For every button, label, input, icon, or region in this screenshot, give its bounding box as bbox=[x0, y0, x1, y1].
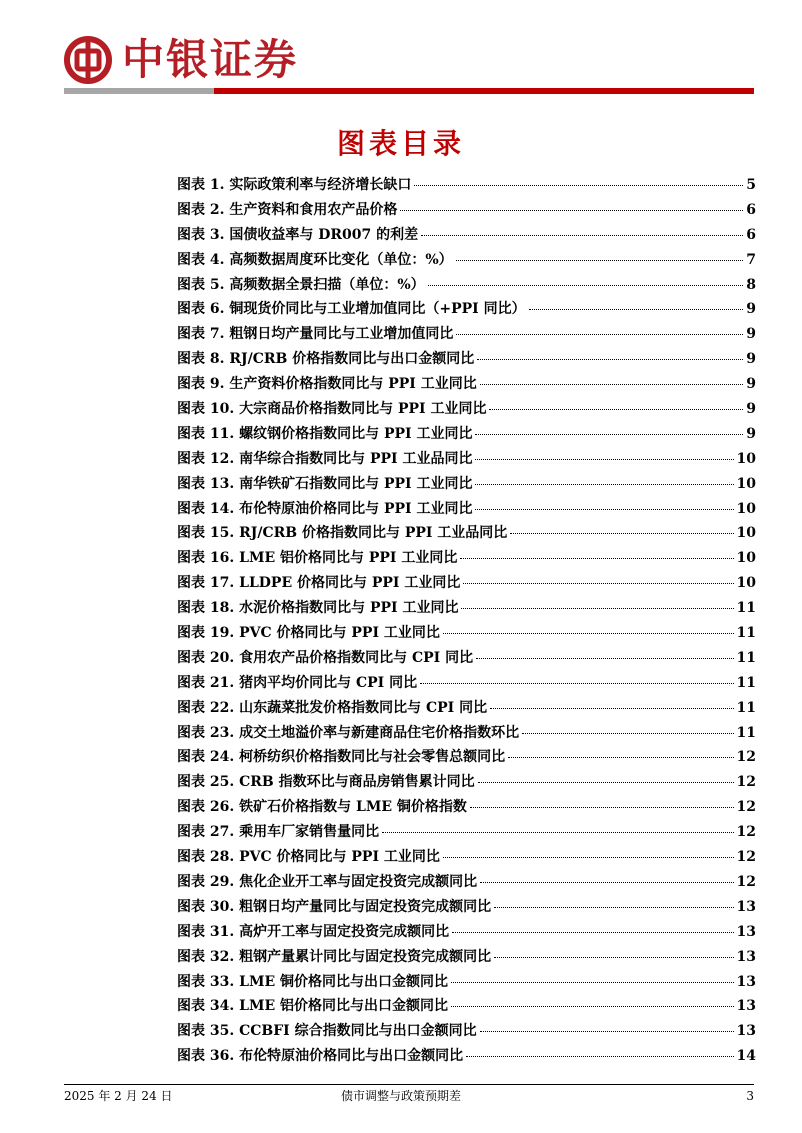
toc-leader-dots bbox=[452, 932, 733, 933]
toc-entry-page: 10 bbox=[736, 525, 756, 542]
toc-entry[interactable] bbox=[177, 994, 756, 1019]
page-title: 图表目录 bbox=[336, 127, 465, 160]
toc-entry[interactable] bbox=[177, 920, 756, 945]
toc-entry[interactable] bbox=[177, 820, 756, 845]
report-header bbox=[64, 30, 754, 90]
toc-entry[interactable] bbox=[177, 895, 756, 920]
toc-leader-dots bbox=[494, 907, 733, 908]
toc-entry-label: 图表 32. 粗钢产量累计同比与固定投资完成额同比 bbox=[177, 948, 492, 965]
toc-entry[interactable] bbox=[177, 671, 756, 696]
toc-entry-page: 5 bbox=[746, 177, 756, 193]
toc-leader-dots bbox=[456, 334, 743, 335]
toc-entry-label: 图表 29. 焦化企业开工率与固定投资完成额同比 bbox=[177, 873, 478, 890]
toc-entry-page: 12 bbox=[736, 824, 756, 841]
toc-entry-label: 图表 2. 生产资料和食用农产品价格 bbox=[177, 201, 398, 218]
toc-entry-label: 图表 27. 乘用车厂家销售量同比 bbox=[177, 824, 380, 841]
toc-entry-label: 图表 20. 食用农产品价格指数同比与 CPI 同比 bbox=[177, 649, 474, 666]
toc-entry-label: 图表 14. 布伦特原油价格同比与 PPI 工业同比 bbox=[177, 500, 473, 517]
toc-entry-label: 图表 33. LME 铜价格同比与出口金额同比 bbox=[177, 973, 448, 990]
toc-entry-page: 11 bbox=[736, 724, 756, 741]
toc-entry[interactable] bbox=[177, 970, 756, 995]
footer-page-number: 3 bbox=[746, 1089, 754, 1103]
toc-entry-label: 图表 1. 实际政策利率与经济增长缺口 bbox=[177, 177, 412, 193]
toc-entry[interactable] bbox=[177, 447, 756, 472]
toc-entry-label: 图表 8. RJ/CRB 价格指数同比与出口金额同比 bbox=[177, 351, 475, 368]
toc-leader-dots bbox=[480, 882, 733, 883]
toc-entry-label: 图表 36. 布伦特原油价格同比与出口金额同比 bbox=[177, 1048, 464, 1065]
toc-leader-dots bbox=[490, 708, 733, 709]
toc-leader-dots bbox=[475, 434, 743, 435]
toc-entry-page: 9 bbox=[746, 301, 756, 318]
toc-leader-dots bbox=[476, 658, 733, 659]
toc-entry[interactable] bbox=[177, 1019, 756, 1044]
toc-entry-label: 图表 11. 螺纹钢价格指数同比与 PPI 工业同比 bbox=[177, 425, 473, 442]
toc-entry-page: 13 bbox=[736, 1023, 756, 1040]
toc-entry[interactable] bbox=[177, 795, 756, 820]
toc-leader-dots bbox=[456, 260, 744, 261]
toc-entry-label: 图表 31. 高炉开工率与固定投资完成额同比 bbox=[177, 923, 450, 940]
toc-entry[interactable] bbox=[177, 546, 756, 571]
toc-leader-dots bbox=[470, 807, 734, 808]
toc-leader-dots bbox=[443, 633, 734, 634]
toc-leader-dots bbox=[480, 384, 744, 385]
toc-entry[interactable] bbox=[177, 472, 756, 497]
toc-leader-dots bbox=[466, 1056, 733, 1057]
footer-date: 2025 年 2 月 24 日 bbox=[64, 1089, 173, 1103]
toc-entry-label: 图表 15. RJ/CRB 价格指数同比与 PPI 工业品同比 bbox=[177, 525, 508, 542]
toc-entry-label: 图表 6. 铜现货价同比与工业增加值同比（+PPI 同比） bbox=[177, 301, 526, 318]
toc-leader-dots bbox=[494, 957, 733, 958]
toc-entry[interactable] bbox=[177, 945, 756, 970]
toc-entry-label: 图表 4. 高频数据周度环比变化（单位：%） bbox=[177, 251, 453, 268]
toc-entry-page: 11 bbox=[736, 649, 756, 666]
toc-entry-page: 10 bbox=[736, 475, 756, 492]
toc-entry-label: 图表 34. LME 铝价格同比与出口金额同比 bbox=[177, 998, 448, 1015]
toc-entry-page: 12 bbox=[736, 774, 756, 791]
toc-entry-label: 图表 25. CRB 指数环比与商品房销售累计同比 bbox=[177, 774, 475, 791]
toc-leader-dots bbox=[475, 459, 733, 460]
toc-leader-dots bbox=[480, 1031, 734, 1032]
toc-entry-page: 9 bbox=[746, 351, 756, 368]
toc-leader-dots bbox=[475, 484, 733, 485]
toc-leader-dots bbox=[400, 210, 743, 211]
toc-leader-dots bbox=[420, 683, 733, 684]
header-rule-gray bbox=[64, 88, 214, 94]
toc-entry[interactable] bbox=[177, 521, 756, 546]
toc-entry-page: 9 bbox=[746, 425, 756, 442]
toc-entry-label: 图表 19. PVC 价格同比与 PPI 工业同比 bbox=[177, 625, 440, 642]
toc-entry[interactable] bbox=[177, 621, 756, 646]
toc-entry[interactable] bbox=[177, 571, 756, 596]
toc-leader-dots bbox=[428, 285, 744, 286]
toc-entry-page: 14 bbox=[736, 1048, 756, 1065]
toc-entry[interactable] bbox=[177, 273, 756, 298]
toc-leader-dots bbox=[477, 359, 743, 360]
toc-entry[interactable] bbox=[177, 646, 756, 671]
toc-entry[interactable] bbox=[177, 1044, 756, 1069]
toc-entry-page: 12 bbox=[736, 873, 756, 890]
toc-entry-label: 图表 5. 高频数据全景扫描（单位：%） bbox=[177, 276, 425, 293]
toc-entry-page: 10 bbox=[736, 450, 756, 467]
toc-entry-label: 图表 26. 铁矿石价格指数与 LME 铜价格指数 bbox=[177, 799, 467, 816]
toc-leader-dots bbox=[382, 832, 733, 833]
toc-entry[interactable] bbox=[177, 845, 756, 870]
toc-entry-label: 图表 3. 国债收益率与 DR007 的利差 bbox=[177, 226, 419, 243]
footer-rule bbox=[64, 1084, 754, 1085]
header-rule-red bbox=[214, 88, 754, 94]
toc-entry[interactable] bbox=[177, 721, 756, 746]
toc-entry-page: 12 bbox=[736, 749, 756, 766]
toc-entry[interactable] bbox=[177, 696, 756, 721]
toc-entry-page: 9 bbox=[746, 326, 756, 343]
toc-entry-page: 11 bbox=[736, 625, 756, 642]
toc-entry-page: 11 bbox=[736, 674, 756, 691]
brand-name: 中银证券 bbox=[122, 35, 299, 84]
bank-of-china-logo-icon bbox=[64, 36, 112, 84]
toc-entry[interactable] bbox=[177, 198, 756, 223]
toc-entry-page: 6 bbox=[746, 226, 756, 243]
toc-leader-dots bbox=[451, 1006, 734, 1007]
toc-entry-label: 图表 9. 生产资料价格指数同比与 PPI 工业同比 bbox=[177, 376, 477, 393]
toc-leader-dots bbox=[421, 235, 743, 236]
toc-leader-dots bbox=[510, 533, 733, 534]
toc-entry-page: 11 bbox=[736, 699, 756, 716]
toc-entry-page: 12 bbox=[736, 799, 756, 816]
toc-entry[interactable] bbox=[177, 596, 756, 621]
toc-leader-dots bbox=[508, 757, 733, 758]
toc-leader-dots bbox=[461, 608, 733, 609]
toc-entry-page: 12 bbox=[736, 849, 756, 866]
toc-entry[interactable] bbox=[177, 770, 756, 795]
toc-entry-page: 11 bbox=[736, 600, 756, 617]
toc-entry-page: 6 bbox=[746, 201, 756, 218]
toc-entry-label: 图表 24. 柯桥纺织价格指数同比与社会零售总额同比 bbox=[177, 749, 506, 766]
toc-entry[interactable] bbox=[177, 397, 756, 422]
toc-entry-page: 13 bbox=[736, 998, 756, 1015]
toc-entry[interactable] bbox=[177, 745, 756, 770]
toc-entry[interactable] bbox=[177, 223, 756, 248]
toc-entry-label: 图表 35. CCBFI 综合指数同比与出口金额同比 bbox=[177, 1023, 477, 1040]
toc-entry-page: 13 bbox=[736, 898, 756, 915]
toc-entry-label: 图表 10. 大宗商品价格指数同比与 PPI 工业同比 bbox=[177, 401, 487, 418]
toc-entry[interactable] bbox=[177, 422, 756, 447]
toc-entry-page: 10 bbox=[736, 575, 756, 592]
toc-entry-page: 13 bbox=[736, 948, 756, 965]
toc-entry-page: 10 bbox=[736, 500, 756, 517]
toc-entry-label: 图表 17. LLDPE 价格同比与 PPI 工业同比 bbox=[177, 575, 461, 592]
toc-entry-label: 图表 13. 南华铁矿石指数同比与 PPI 工业同比 bbox=[177, 475, 473, 492]
toc-entry-label: 图表 28. PVC 价格同比与 PPI 工业同比 bbox=[177, 849, 440, 866]
toc-leader-dots bbox=[451, 982, 734, 983]
toc-entry[interactable] bbox=[177, 497, 756, 522]
toc-entry-page: 13 bbox=[736, 923, 756, 940]
toc-leader-dots bbox=[463, 583, 733, 584]
toc-entry-page: 13 bbox=[736, 973, 756, 990]
toc-leader-dots bbox=[443, 857, 734, 858]
toc-leader-dots bbox=[522, 733, 733, 734]
toc-leader-dots bbox=[475, 509, 733, 510]
toc-entry-label: 图表 23. 成交土地溢价率与新建商品住宅价格指数环比 bbox=[177, 724, 520, 741]
toc-entry[interactable] bbox=[177, 322, 756, 347]
toc-entry-label: 图表 18. 水泥价格指数同比与 PPI 工业同比 bbox=[177, 600, 459, 617]
toc-entry-label: 图表 21. 猪肉平均价同比与 CPI 同比 bbox=[177, 674, 418, 691]
toc-leader-dots bbox=[478, 782, 734, 783]
toc-entry[interactable] bbox=[177, 173, 756, 198]
toc-entry[interactable] bbox=[177, 372, 756, 397]
toc-leader-dots bbox=[489, 409, 743, 410]
toc-entry[interactable] bbox=[177, 347, 756, 372]
toc-entry-page: 9 bbox=[746, 401, 756, 418]
toc-entry-page: 7 bbox=[746, 251, 756, 268]
toc-entry-page: 8 bbox=[746, 276, 756, 293]
toc-entry-page: 10 bbox=[736, 550, 756, 567]
toc-leader-dots bbox=[529, 309, 744, 310]
toc-leader-dots bbox=[460, 558, 733, 559]
toc-entry[interactable] bbox=[177, 248, 756, 273]
toc-entry[interactable] bbox=[177, 297, 756, 322]
toc-entry-label: 图表 30. 粗钢日均产量同比与固定投资完成额同比 bbox=[177, 898, 492, 915]
toc-entry-label: 图表 22. 山东蔬菜批发价格指数同比与 CPI 同比 bbox=[177, 699, 488, 716]
toc-entry-label: 图表 16. LME 铝价格同比与 PPI 工业同比 bbox=[177, 550, 458, 567]
toc-entry[interactable] bbox=[177, 870, 756, 895]
toc-entry-label: 图表 12. 南华综合指数同比与 PPI 工业品同比 bbox=[177, 450, 473, 467]
toc-entry-label: 图表 7. 粗钢日均产量同比与工业增加值同比 bbox=[177, 326, 454, 343]
toc-list bbox=[177, 173, 756, 1069]
toc-entry-page: 9 bbox=[746, 376, 756, 393]
footer-report-title: 债市调整与政策预期差 bbox=[340, 1089, 461, 1103]
toc-leader-dots bbox=[414, 185, 743, 186]
